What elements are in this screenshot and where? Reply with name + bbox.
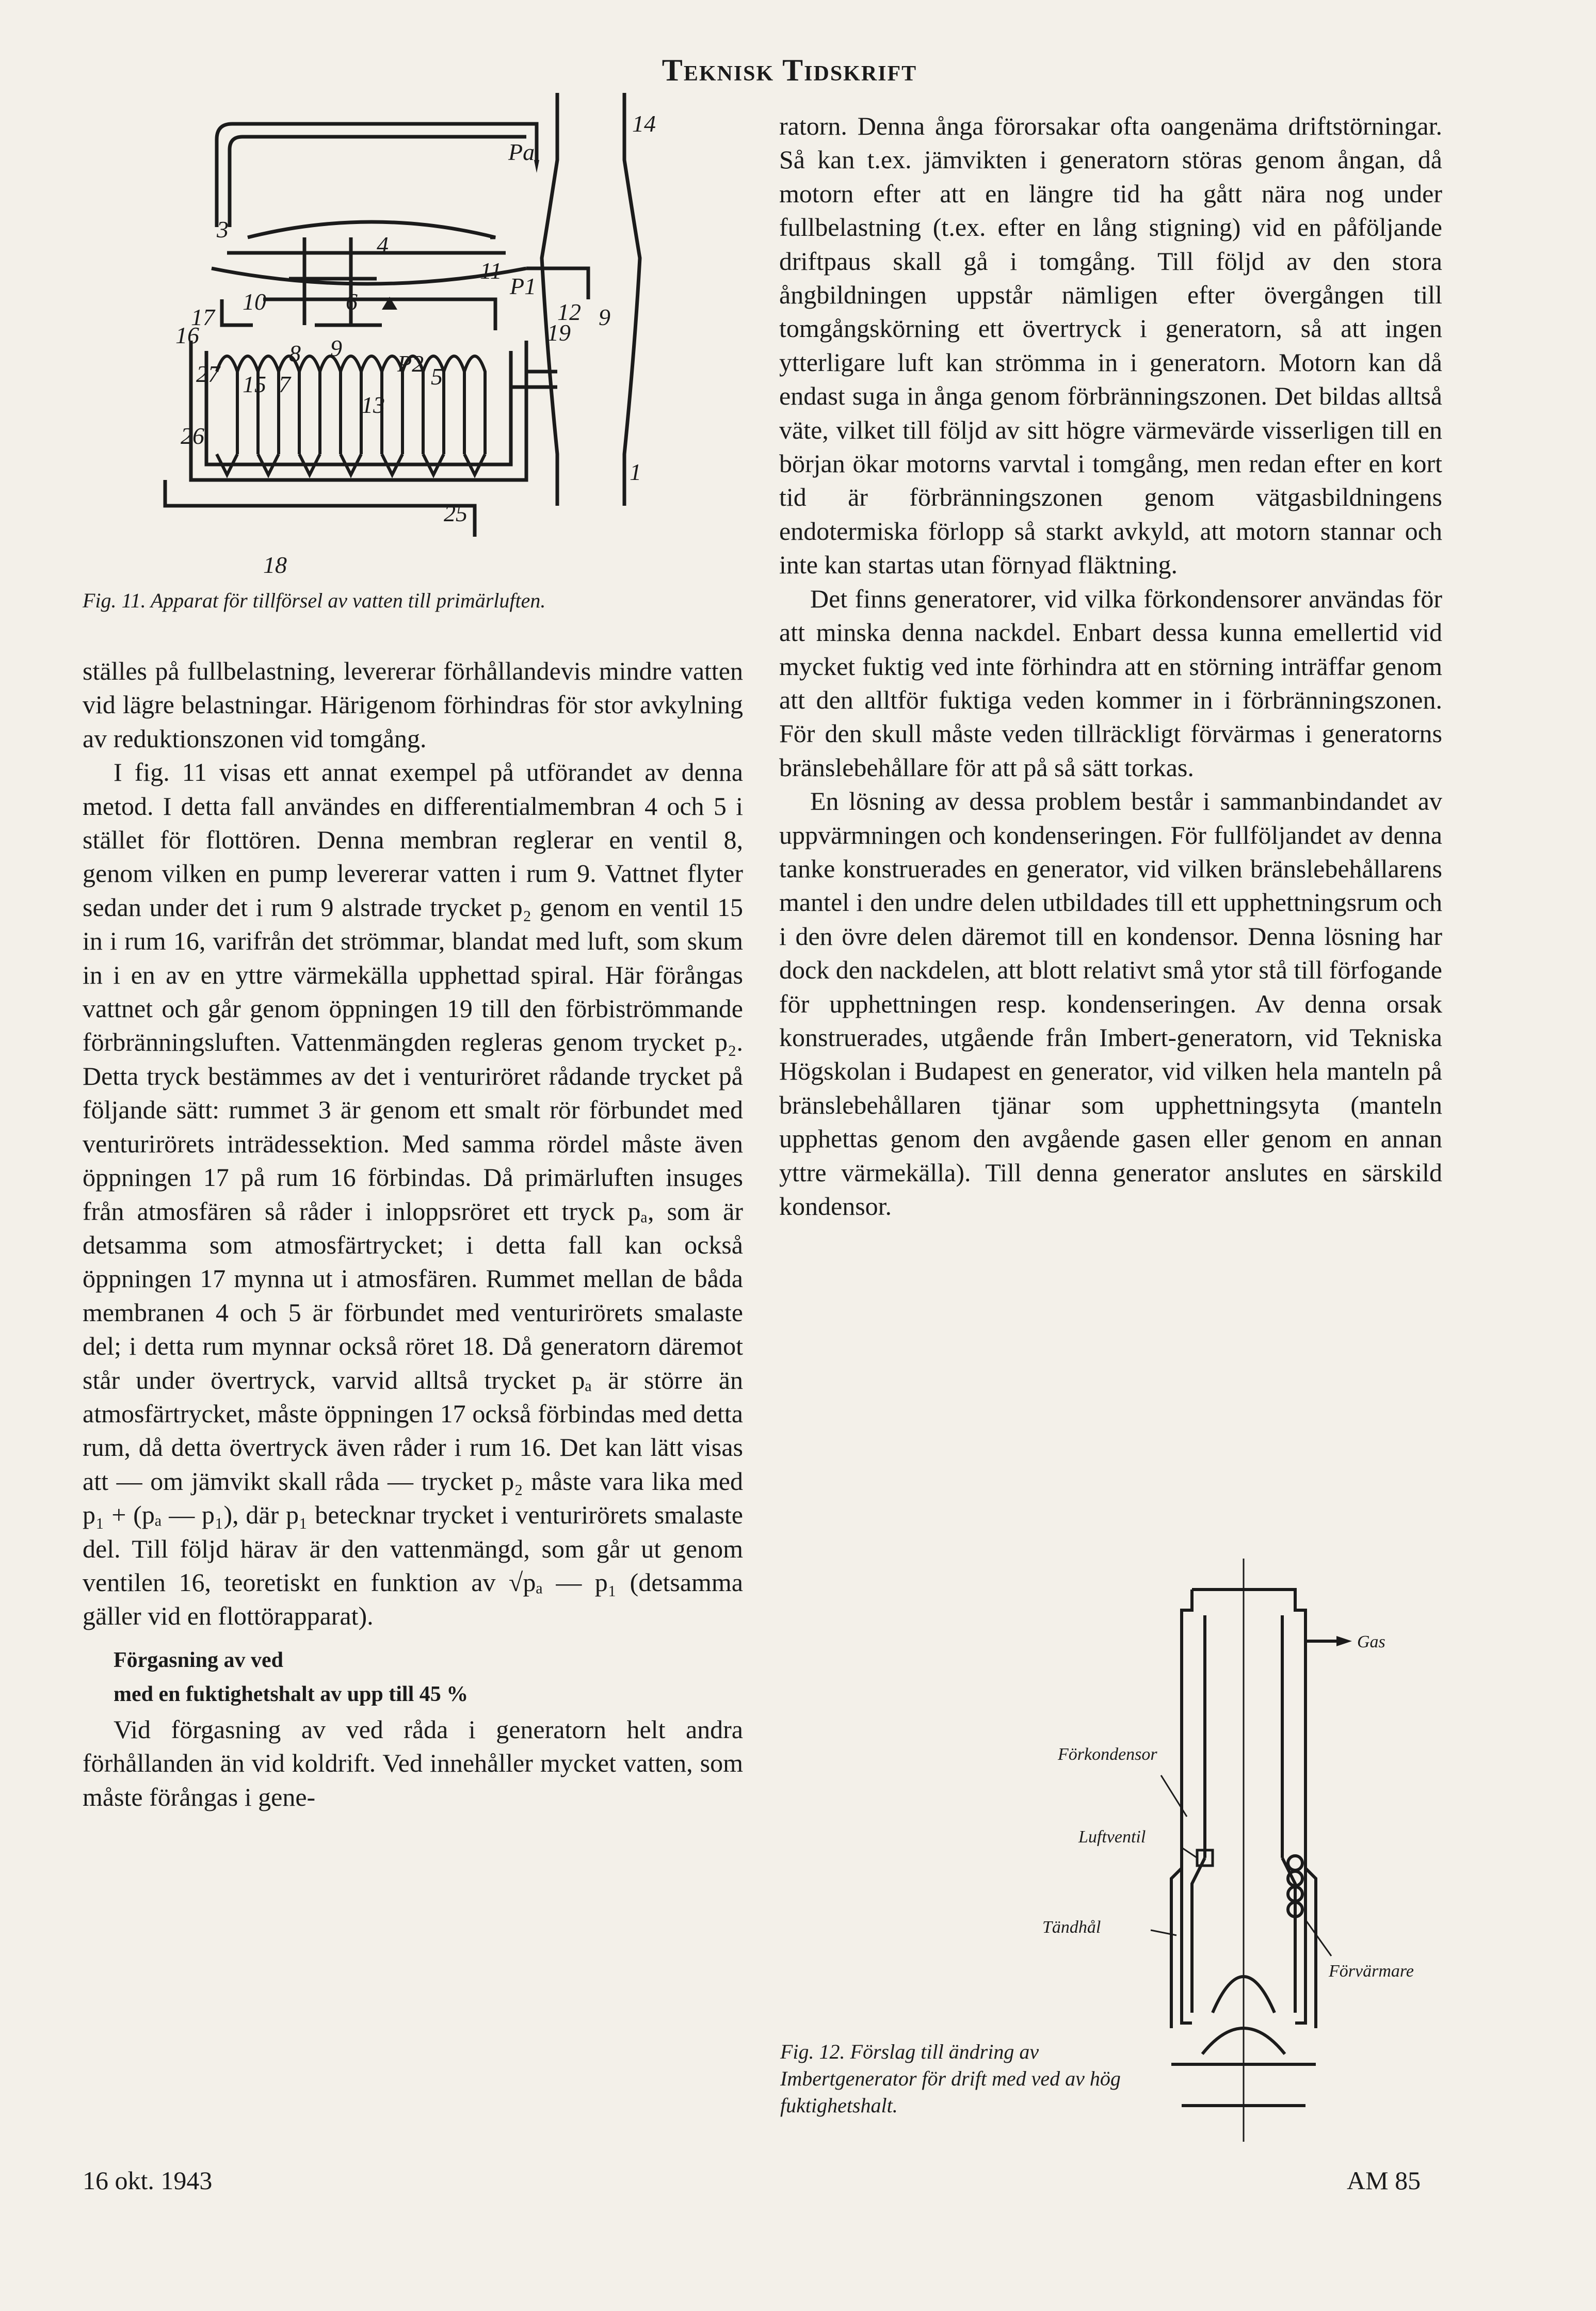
fig12-label-luftventil: Luftventil — [1078, 1827, 1146, 1847]
fig11-label-4: 4 — [377, 232, 389, 258]
fig11-label-5: 5 — [431, 363, 443, 390]
journal-header: Teknisk Tidskrift — [662, 53, 917, 87]
fig11-label-26: 26 — [181, 423, 204, 449]
figure-11-caption: Fig. 11. Apparat för tillförsel av vatten till primärluften. — [83, 589, 546, 612]
section-heading-line-2: med en fuktighetshalt av upp till 45 % — [114, 1682, 469, 1706]
fig11-label-8: 8 — [289, 340, 301, 366]
fig11-label-9b: 9 — [330, 335, 342, 361]
fig11-label-p1: P1 — [510, 273, 537, 299]
right-paragraph-3: En lösning av dessa problem består i sammanbindandet av uppvärmningen och kondenseringen. För fullföljandet av denna tanke konstruerades en generator, vid vilken bränslebehållarens mantel i den undre delen utbildades till ett upphettningsrum och i den övre delen däremot till en kondensor. Denna lösning har dock den nackdelen, att blott relativt små ytor stå till förfogande för upphettningen resp. kondenseringen. Av denna orsak konstruerades, utgående från Imbert-generatorn, vid Tekniska Högskolan i Budapest en generator, vid vilken hela manteln på bränslebehållaren tjänar som upphettningsyta (manteln upphettas genom den avgående gasen eller genom en annan yttre värmekälla). Till denna generator anslutes en särskild kondensor. — [779, 787, 1442, 1221]
fig11-label-27: 27 — [196, 361, 220, 387]
fig11-label-16: 16 — [175, 322, 199, 348]
section-heading-line-1: Förgasning av ved — [114, 1648, 284, 1672]
fig11-label-3: 3 — [217, 216, 229, 243]
fig11-label-15: 15 — [243, 371, 266, 397]
fig11-label-pa: Pa — [508, 139, 535, 165]
fig11-label-10: 10 — [243, 288, 266, 315]
fig12-label-tandhal: Tändhål — [1042, 1918, 1101, 1937]
fig11-label-6: 6 — [346, 288, 358, 315]
fig11-label-14: 14 — [632, 110, 656, 137]
fig11-label-1: 1 — [630, 459, 641, 485]
footer-page-number: AM 85 — [1347, 2166, 1421, 2195]
left-paragraph-2: I fig. 11 visas ett annat exempel på utförandet av denna metod. I detta fall användes en differentialmembran 4 och 5 i stället för flottören. Denna membran reglerar en ventil 8, genom vilken en pump levererar vatten i rum 9. Vattnet flyter sedan under det i rum 9 alstrade trycket p₂ genom en ventil 15 in i rum 16, varifrån det strömmar, blandat med luft, som skum in i en av en yttre värmekälla upphettad spiral. Här förångas vattnet och går genom öppningen 19 till den förbiströmmande förbränningsluften. Vattenmängden regleras genom trycket p₂. Detta tryck bestämmes av det i venturiröret rådande trycket på följande sätt: rummet 3 är genom ett smalt rör förbundet med venturirörets inträdessektion. Med samma rördel måste även öppningen 17 på rum 16 förbindas. Då primärluften insuges från atmosfären så råder i inloppsröret ett tryck pₐ, som är detsamma som atmosfärtrycket; i detta fall kan också öppningen 17 mynna ut i atmosfären. Rummet mellan de båda membranen 4 och 5 är förbundet med venturirörets smalaste del; i detta rum mynnar också röret 18. Då generatorn däremot står under övertryck, varvid alltså trycket pₐ är större än atmosfärtrycket, måste öppningen 17 också förbindas med detta rum, då detta övertryck även råder i rum 16. Det kan lätt visas att — om jämvikt skall råda — trycket p₂ måste vara lika med p₁ + (pₐ — p₁), där p₁ betecknar trycket i venturirörets smalaste del. Till följd härav är den vattenmängd, som går ut genom ventilen 16, teoretiskt en funktion av √pₐ — p₁ (detsamma gäller vid en flottörapparat). — [83, 758, 743, 1631]
fig11-label-7: 7 — [279, 371, 291, 397]
fig11-label-11: 11 — [480, 258, 502, 284]
fig11-label-p2: P2 — [397, 350, 424, 377]
fig12-label-gas: Gas — [1357, 1632, 1385, 1651]
fig11-label-19: 19 — [547, 319, 571, 346]
figure-11 — [134, 83, 717, 578]
fig11-label-12: 12 — [557, 299, 581, 325]
fig12-label-forkondensor: Förkondensor — [1058, 1745, 1157, 1764]
fig11-label-9a: 9 — [599, 304, 610, 330]
figure-12-caption: Fig. 12. Förslag till ändring av Imbertgenerator för drift med ved av hög fuktighetshalt. — [780, 2040, 1121, 2117]
fig11-label-17: 17 — [191, 304, 215, 330]
fig11-label-25: 25 — [444, 500, 467, 526]
figure-11-drawing — [134, 83, 717, 578]
fig12-label-forvarmare: Förvärmare — [1329, 1962, 1414, 1981]
fig11-label-18: 18 — [263, 552, 287, 578]
left-paragraph-1: ställes på fullbelastning, levererar förhållandevis mindre vatten vid lägre belastningar. Härigenom förhindras för stor avkylning av reduktionszonen vid tomgång. — [83, 656, 743, 753]
right-paragraph-2: Det finns generatorer, vid vilka förkondensorer användas för att minska denna nackdel. Enbart dessa kunna emellertid vid mycket fuktig ved inte förhindra att en störning inträffar genom att den alltför fuktiga veden kommer in i förbränningszonen. För den skull måste veden tillräckligt förvärmas i generatorns bränslebehållare för att på så sätt torkas. — [779, 584, 1442, 782]
left-paragraph-3: Vid förgasning av ved råda i generatorn helt andra förhållanden än vid koldrift. Ved innehåller mycket vatten, som måste förångas i gene- — [83, 1714, 743, 1811]
footer-date: 16 okt. 1943 — [83, 2166, 213, 2195]
right-column — [779, 109, 1442, 1223]
right-paragraph-1: ratorn. Denna ånga förorsakar ofta oangenäma driftstörningar. Så kan t.ex. jämvikten i generatorn störas genom ångan, då motorn efter att en längre tid ha gått nära nog under fullbelastning (t.ex. efter en lång stigning) vid en påföljande driftpaus skall gå i tomgång. Till följd av den stora ångbildningen uppstår nämligen efter övergången till tomgångskörning ett övertryck i generatorn, så att ingen ytterligare luft kan strömma in i generatorn. Motorn kan då endast suga in ånga genom förbränningszonen. Det bildas alltså väte, vilket till följd av sitt högre värmevärde visserligen till en början ökar motorns varvtal i tomgång, men redan efter en kort tid är förbränningszonen genom vätgasbildningens endotermiska förlopp så starkt avkyld, att motorn stannar och inte kan startas utan förnyad fläktning. — [779, 111, 1442, 580]
left-column — [83, 654, 743, 1814]
fig11-label-13: 13 — [361, 392, 385, 418]
